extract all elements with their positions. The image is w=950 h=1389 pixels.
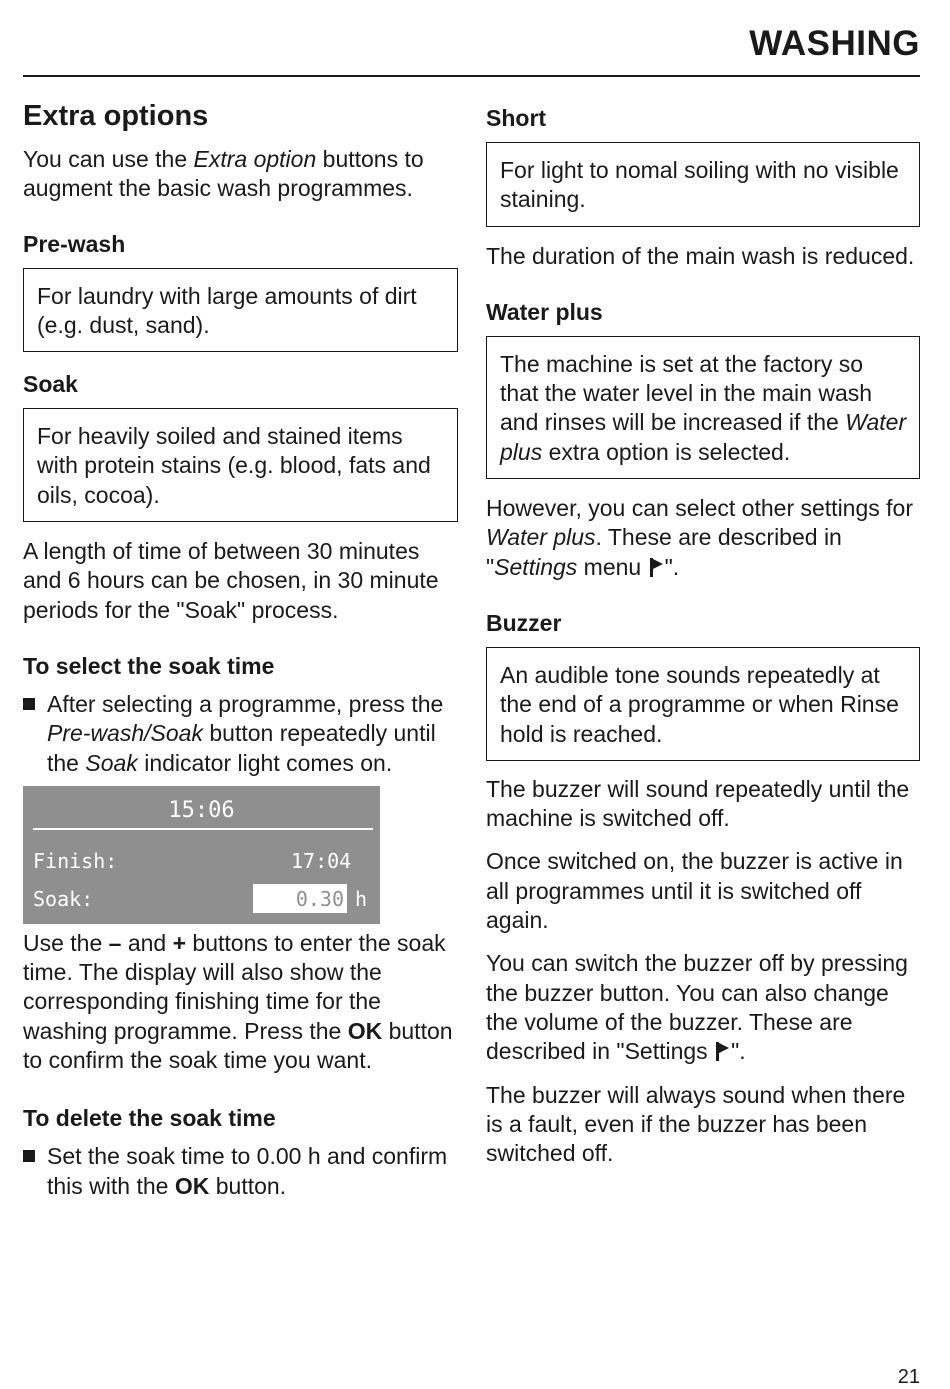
delete-soak-heading: To delete the soak time (23, 1105, 276, 1132)
short-heading: Short (486, 105, 547, 131)
left-column (23, 100, 458, 1201)
display-finish-value: 17:04 (291, 848, 352, 873)
buzzer-paragraph-2: Once switched on, the buzzer is active in all programmes until it is switched off again. (486, 848, 903, 934)
buzzer-box: An audible tone sounds repeatedly at the end of a programme or when Rinse hold is reached. (486, 647, 920, 761)
water-plus-box: The machine is set at the factory so that the water level in the main wash and rinses will be increased if the Water plus extra option is selected. (486, 336, 920, 479)
display-clock: 15:06 (168, 797, 235, 823)
machine-display (23, 786, 380, 924)
water-plus-heading: Water plus (486, 298, 603, 325)
soak-box: For heavily soiled and stained items with protein stains (e.g. blood, fats and oils, cocoa). (23, 408, 458, 522)
buzzer-paragraph-4: The buzzer will always sound when there is a fault, even if the buzzer has been switched off. (486, 1081, 906, 1167)
select-soak-heading: To select the soak time (23, 652, 275, 679)
delete-soak-step: Set the soak time to 0.00 h and confirm this with the OK button. (23, 1142, 458, 1201)
bullet-square-icon (23, 1150, 35, 1162)
short-box: For light to nomal soiling with no visible staining. (486, 142, 920, 227)
settings-flag-icon (650, 558, 663, 577)
right-column (486, 105, 920, 1168)
page-number: 21 (897, 1366, 920, 1388)
soak-heading: Soak (23, 371, 78, 398)
soak-paragraph: A length of time of between 30 minutes and 6 hours can be chosen, in 30 minute periods for the "Soak" process. (23, 538, 439, 623)
section-title: Extra options (23, 100, 209, 132)
header-divider (23, 75, 920, 77)
buzzer-paragraph-3: You can switch the buzzer off by pressing the buzzer button. You can also change the volume of the buzzer. These are described in "Settings ". (486, 950, 908, 1065)
display-soak-label: Soak: (33, 886, 94, 911)
intro-paragraph: You can use the Extra option buttons to augment the basic wash programmes. (23, 146, 424, 202)
page-header-title: WASHING (749, 24, 920, 63)
bullet-square-icon (23, 698, 35, 710)
select-soak-step: After selecting a programme, press the Pre-wash/Soak button repeatedly until the Soak indicator light comes on. (23, 690, 458, 778)
buzzer-heading: Buzzer (486, 609, 562, 636)
water-plus-paragraph: However, you can select other settings for Water plus. These are described in "Settings menu ". (486, 495, 913, 580)
display-finish-label: Finish: (33, 848, 118, 873)
soak-usage-paragraph: Use the – and + buttons to enter the soak time. The display will also show the corresponding finishing time for the washing programme. Press the OK button to confirm the soak time you want. (23, 929, 453, 1074)
prewash-heading: Pre-wash (23, 230, 126, 257)
short-paragraph: The duration of the main wash is reduced. (486, 242, 915, 269)
display-soak-unit: h (355, 886, 368, 911)
prewash-box: For laundry with large amounts of dirt (e.g. dust, sand). (23, 268, 458, 353)
display-divider (33, 828, 373, 830)
buzzer-paragraph-1: The buzzer will sound repeatedly until the machine is switched off. (486, 775, 910, 832)
settings-flag-icon (716, 1042, 729, 1061)
display-soak-value: 0.30 (295, 886, 344, 911)
